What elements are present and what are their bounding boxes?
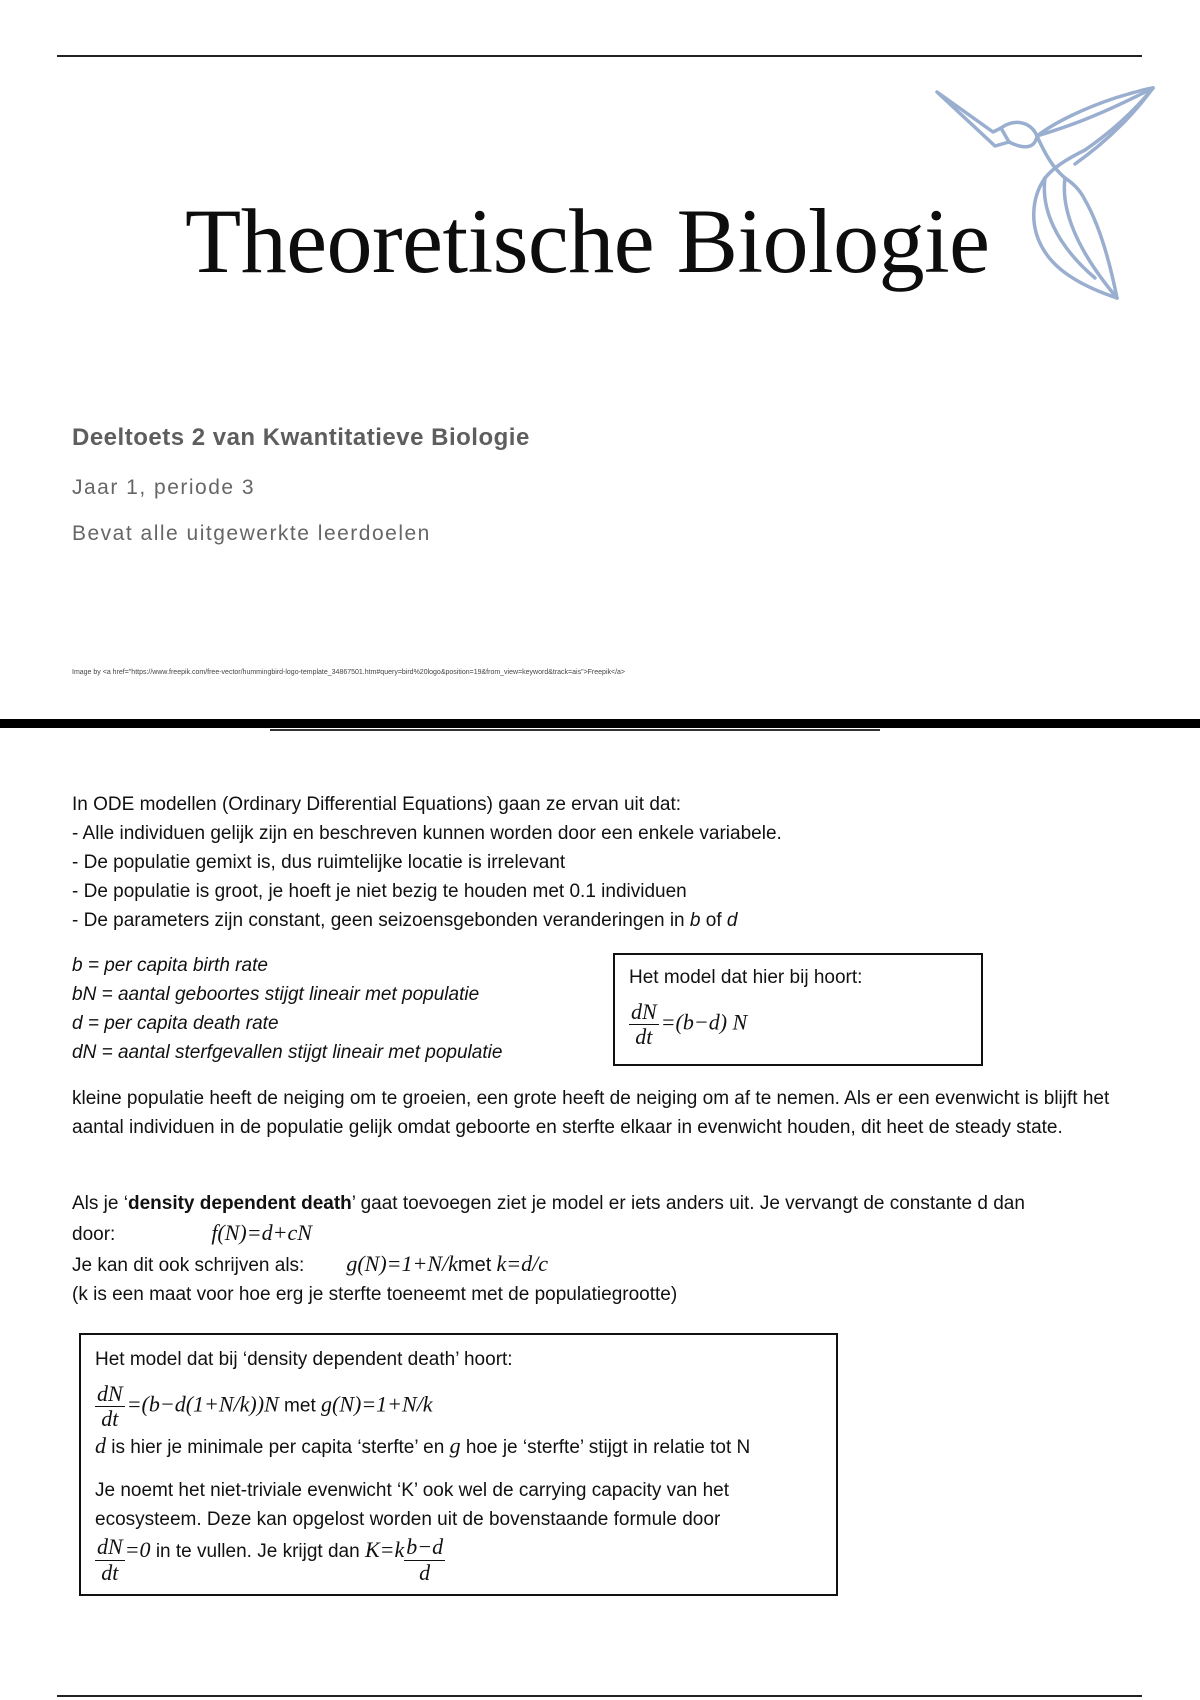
document-title: Theoretische Biologie (185, 190, 990, 292)
section-divider (0, 719, 1200, 728)
model-box-heading: Het model dat hier bij hoort: (629, 967, 863, 988)
def-d: d = per capita death rate (72, 1013, 279, 1034)
k-note: (k is een maat voor hoe erg je sterfte toeneemt met de populatiegrootte) (72, 1284, 678, 1305)
bottom-rule (57, 1695, 1142, 1697)
min-death-explanation: d is hier je minimale per capita ‘sterfte’ en g hoe je ‘sterfte’ stijgt in relatie tot N (95, 1433, 751, 1458)
model-equation: $\frac{dN}{dt}$ =(b−d) N (631, 999, 748, 1049)
def-b: b = per capita birth rate (72, 955, 268, 976)
hummingbird-logo-icon (935, 88, 1157, 300)
parameter-definitions (72, 951, 632, 1067)
assumption-2: - De populatie gemixt is, dus ruimtelijke locatie is irrelevant (72, 852, 566, 873)
density-dependent-paragraph: Als je ‘density dependent death’ gaat toevoegen ziet je model er iets anders uit. Je vervangt de constante d dan door: f(N)=d+cN Je kan dit ook schrijven als: g(N)=1+N/kmet k=d/c (k is een maat voor hoe erg je sterfte toeneemt met de populatiegrootte) (72, 1189, 1132, 1309)
section-divider-thin (270, 729, 880, 731)
assumption-4: - De parameters zijn constant, geen seizoensgebonden veranderingen in b of d (72, 910, 738, 931)
model-box (613, 953, 983, 1066)
subtitle: Deeltoets 2 van Kwantitatieve Biologie (72, 424, 530, 451)
def-bN: bN = aantal geboortes stijgt lineair met populatie (72, 984, 480, 1005)
g-equation: g(N)=1+N/k (346, 1251, 458, 1276)
assumption-1: - Alle individuen gelijk zijn en beschreven kunnen worden door een enkele variabele. (72, 823, 782, 844)
ode-assumptions (72, 790, 1072, 935)
contents-note: Bevat alle uitgewerkte leerdoelen (72, 522, 431, 545)
def-dN: dN = aantal sterfgevallen stijgt lineair met populatie (72, 1042, 503, 1063)
density-model-equation: $\frac{dN}{dt}$ =(b−d(1+N/k))N met g(N)=1+N/k (97, 1381, 433, 1431)
steady-state-paragraph: kleine populatie heeft de neiging om te groeien, een grote heeft de neiging om af te nemen. Als er een evenwicht is blijft het aantal individuen in de populatie gelijk omdat geboorte en sterfte elkaar in evenwicht houden, dit heet de steady state. (72, 1088, 1110, 1138)
year-period: Jaar 1, periode 3 (72, 476, 256, 499)
image-credit: Image by <a href="https://www.freepik.com/free-vector/hummingbird-logo-template_34867501.htm#query=bird%20logo&position=19&from_view=keyword&track=ais">Freepik</a> (72, 669, 626, 676)
assumption-3: - De populatie is groot, je hoeft je niet bezig te houden met 0.1 individuen (72, 881, 687, 902)
carrying-capacity-text: Je noemt het niet-triviale evenwicht ‘K’ ook wel de carrying capacity van het ecosysteem. Deze kan opgelost worden uit de bovenstaande formule door $\frac{dN}{dt}$ =0 in te vullen. Je krijgt dan K=k $\frac{b-d}{d}$ (95, 1480, 729, 1585)
f-equation: f(N)=d+cN (211, 1220, 312, 1245)
top-rule (57, 55, 1142, 57)
density-model-box (79, 1333, 838, 1596)
density-model-heading: Het model dat bij ‘density dependent death’ hoort: (95, 1349, 513, 1370)
intro-lead: In ODE modellen (Ordinary Differential Equations) gaan ze ervan uit dat: (72, 794, 682, 815)
k-equation: k=d/c (496, 1251, 549, 1276)
